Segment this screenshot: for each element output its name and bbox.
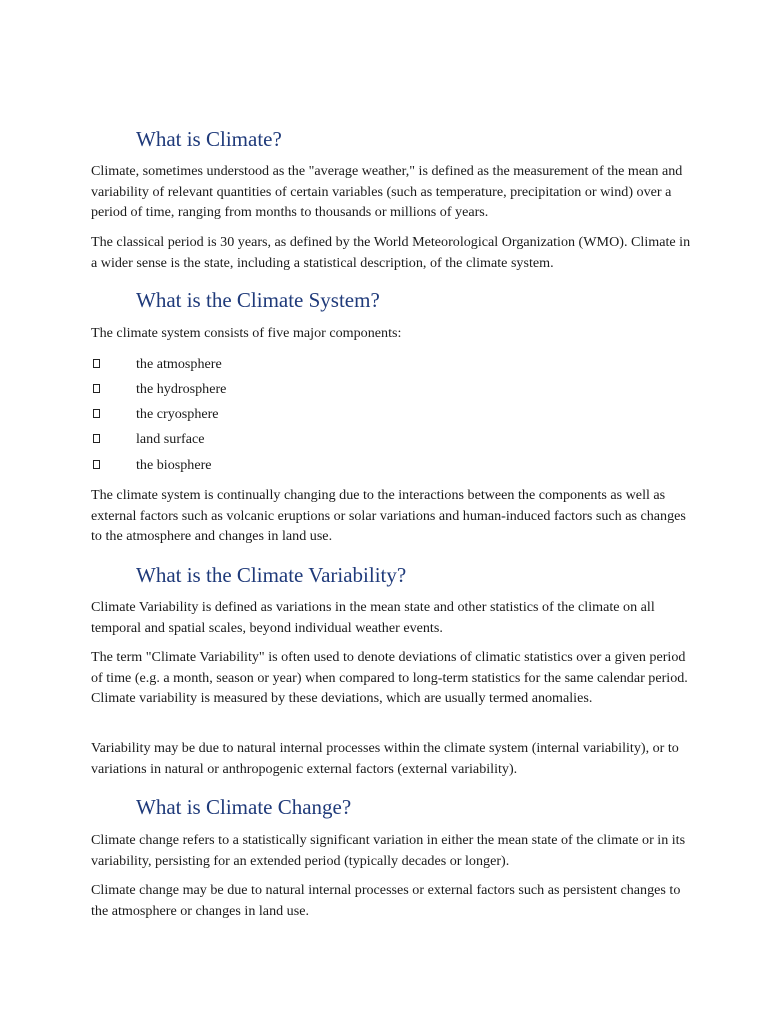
- component-label: land surface: [136, 431, 205, 447]
- square-bullet-icon: [93, 409, 100, 418]
- list-item-component: [91, 404, 391, 424]
- list-item-component: [91, 379, 391, 399]
- square-bullet-icon: [93, 359, 100, 368]
- paragraph-classical-period: The classical period is 30 years, as defined by the World Meteorological Organization (WMO). Climate in a wider sense is the state, including a statistical description, of the climate system.: [91, 234, 691, 271]
- paragraph-variability-term: The term "Climate Variability" is often used to denote deviations of climatic statistics over a given period of time (e.g. a month, season or year) when compared to long-term statistics for the same calendar period. Climate variability is measured by these deviations, which are usually termed anomalies.: [91, 649, 688, 707]
- component-label: the biosphere: [136, 457, 212, 473]
- paragraph-change-definition: Climate change refers to a statistically significant variation in either the mean state of the climate or in its variability, persisting for an extended period (typically decades or longer).: [91, 832, 686, 869]
- list-item-component: [91, 455, 391, 475]
- paragraph-system-changing: The climate system is continually changing due to the interactions between the components as well as external factors such as volcanic eruptions or solar variations and human-induced factors such as changes to the atmosphere and changes in land use.: [91, 487, 686, 545]
- paragraph-components-intro: The climate system consists of five major components:: [91, 325, 402, 341]
- heading-what-is-climate: What is Climate?: [136, 127, 282, 151]
- paragraph-variability-causes: Variability may be due to natural internal processes within the climate system (internal variability), or to variations in natural or anthropogenic external factors (external variability).: [91, 740, 679, 777]
- list-item-component: [91, 429, 391, 449]
- square-bullet-icon: [93, 434, 100, 443]
- heading-what-is-climate-variability: What is the Climate Variability?: [136, 563, 407, 587]
- list-item-component: [91, 354, 391, 374]
- component-label: the hydrosphere: [136, 381, 227, 397]
- square-bullet-icon: [93, 384, 100, 393]
- component-label: the cryosphere: [136, 406, 219, 422]
- heading-what-is-climate-system: What is the Climate System?: [136, 288, 380, 312]
- component-label: the atmosphere: [136, 356, 222, 372]
- paragraph-change-causes: Climate change may be due to natural internal processes or external factors such as persistent changes to the atmosphere or changes in land use.: [91, 882, 681, 919]
- heading-what-is-climate-change: What is Climate Change?: [136, 795, 352, 819]
- paragraph-variability-definition: Climate Variability is defined as variations in the mean state and other statistics of the climate on all temporal and spatial scales, beyond individual weather events.: [91, 599, 655, 636]
- square-bullet-icon: [93, 460, 100, 469]
- paragraph-climate-definition: Climate, sometimes understood as the "average weather," is defined as the measurement of the mean and variability of relevant quantities of certain variables (such as temperature, precipitation or wind) over a period of time, ranging from months to thousands or millions of years.: [91, 163, 683, 221]
